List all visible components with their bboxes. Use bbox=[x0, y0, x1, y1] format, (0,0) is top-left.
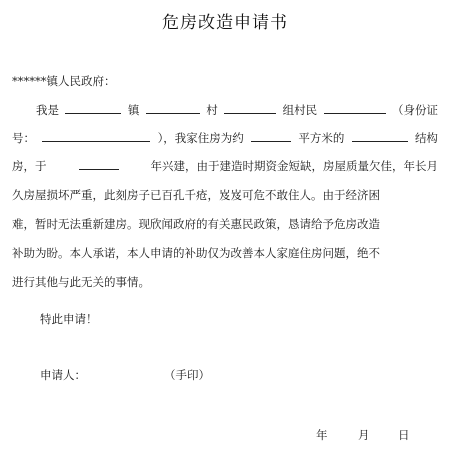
body-line-4 bbox=[12, 186, 438, 204]
line6-text: 补助为盼。本人承诺，本人申请的补助仅为改善本人家庭住房问题，绝不 bbox=[12, 246, 380, 260]
line5-text: 难，暂时无法重新建房。现欣闻政府的有关惠民政策，恳请给予危房改造 bbox=[12, 217, 380, 231]
area-blank[interactable] bbox=[251, 129, 291, 142]
line3-text-2: 年兴建，由于建造时期资金短缺，房屋质量欠佳，年长月 bbox=[150, 159, 438, 173]
date-year: 年 bbox=[316, 428, 328, 442]
salutation: ******镇人民政府： bbox=[12, 74, 116, 88]
date-day: 日 bbox=[398, 428, 410, 442]
town-blank[interactable] bbox=[65, 101, 121, 114]
line7-text: 进行其他与此无关的事情。 bbox=[12, 275, 150, 289]
line2-text-1: 号： bbox=[12, 131, 35, 145]
body-line-6 bbox=[12, 244, 438, 262]
id-number-blank[interactable] bbox=[42, 129, 150, 142]
body-line-5 bbox=[12, 215, 438, 233]
body-line-3 bbox=[12, 157, 438, 175]
seal-label: （手印） bbox=[164, 368, 210, 382]
line1-text-3: 村 bbox=[206, 103, 218, 117]
line2-text-2: ），我家住房为约 bbox=[157, 131, 244, 145]
body-line-7 bbox=[12, 273, 438, 291]
line3-text-1: 房，于 bbox=[12, 159, 47, 173]
village-blank[interactable] bbox=[146, 101, 200, 114]
line1-text-5: （身份证 bbox=[392, 103, 438, 117]
villager-name-blank[interactable] bbox=[324, 101, 386, 114]
line1-text-2: 镇 bbox=[127, 103, 140, 117]
line2-text-4: 结构 bbox=[414, 131, 438, 145]
line2-text-3: 平方米的 bbox=[298, 131, 345, 145]
group-blank[interactable] bbox=[224, 101, 276, 114]
line1-text-4: 组村民 bbox=[282, 103, 318, 117]
structure-blank[interactable] bbox=[352, 129, 408, 142]
closing-statement: 特此申请！ bbox=[40, 312, 98, 326]
document-title: 危房改造申请书 bbox=[162, 13, 288, 33]
date-month: 月 bbox=[358, 428, 370, 442]
body-line-1 bbox=[36, 101, 438, 119]
line1-text-1: 我是 bbox=[36, 103, 59, 117]
build-year-blank[interactable] bbox=[79, 157, 119, 170]
applicant-label: 申请人： bbox=[40, 368, 86, 382]
body-line-2 bbox=[12, 129, 438, 147]
line4-text: 久房屋损坏严重，此刻房子已百孔千疮，岌岌可危不敢住人。由于经济困 bbox=[12, 188, 380, 202]
